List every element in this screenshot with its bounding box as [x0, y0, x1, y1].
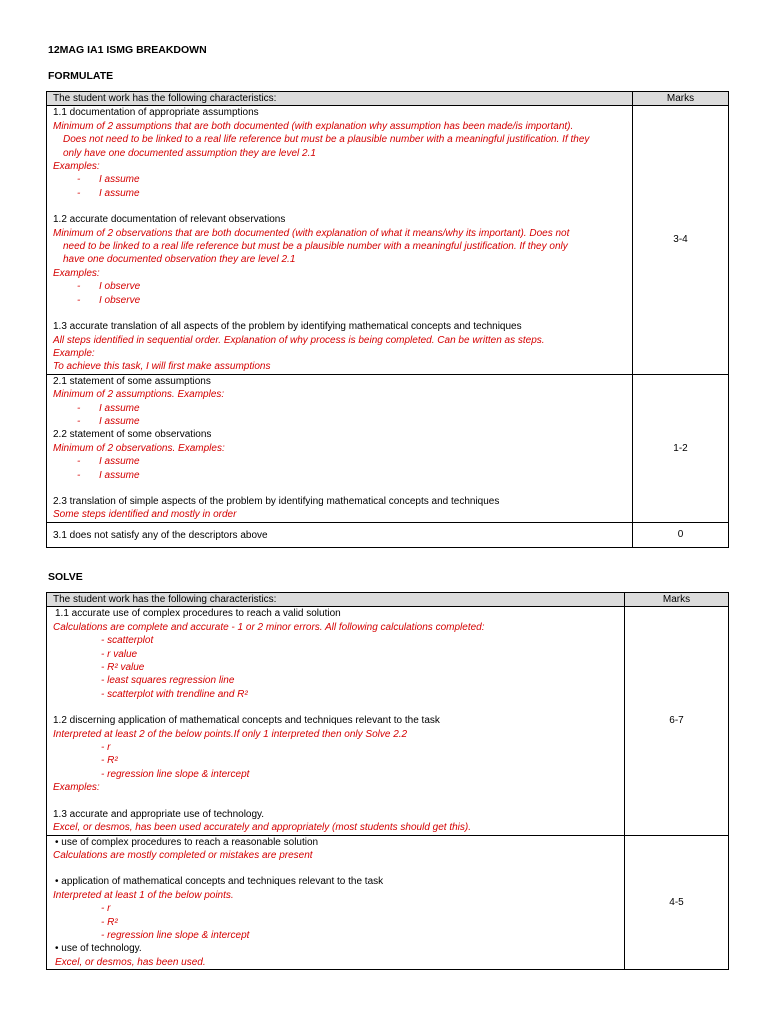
criterion-note: Does not need to be linked to a real life reference but must be a plausible number with a meaningful justification. If they	[63, 134, 590, 146]
calculation-item: - R² value	[101, 662, 145, 674]
examples-label: Examples:	[53, 267, 100, 279]
marks-header: Marks	[633, 92, 729, 106]
criterion-note: Interpreted at least 2 of the below points.If only 1 interpreted then only Solve 2.2	[53, 728, 408, 740]
criterion-2-2: 2.2 statement of some observations	[53, 429, 212, 441]
criterion-1-3: 1.3 accurate translation of all aspects of the problem by identifying mathematical concepts and techniques	[53, 321, 522, 333]
example-item: - I observe	[77, 294, 141, 306]
formulate-level-2-descriptors	[47, 374, 633, 522]
example-item: - I assume	[77, 456, 140, 468]
criterion-note: Excel, or desmos, has been used accurately and appropriately (most students should get this).	[53, 822, 472, 834]
solve-level-1-marks: 6-7	[625, 607, 729, 835]
interpretation-item: - R²	[101, 755, 118, 767]
criterion-note: Some steps identified and mostly in order	[53, 509, 237, 521]
criterion-note: only have one documented assumption they are level 2.1	[63, 147, 316, 159]
solve-heading: SOLVE	[48, 571, 83, 583]
solve-level-2-marks: 4-5	[625, 835, 729, 970]
criterion-note: Interpreted at least 1 of the below points.	[53, 889, 234, 901]
formulate-row-level-3	[47, 522, 729, 547]
example-item: - I assume	[77, 174, 140, 186]
interpretation-item: - r	[101, 903, 111, 915]
example-item: - I observe	[77, 281, 141, 293]
formulate-level-1-marks: 3-4	[633, 106, 729, 374]
calculation-item: - scatterplot	[101, 635, 154, 647]
criterion-note: Minimum of 2 assumptions. Examples:	[53, 389, 225, 401]
example-item: - I assume	[77, 402, 140, 414]
examples-label: Example:	[53, 347, 95, 359]
formulate-level-3-marks: 0	[633, 522, 729, 547]
solve-header-row	[47, 593, 729, 607]
solve-row-level-2	[47, 835, 729, 970]
criterion-note: Excel, or desmos, has been used.	[55, 956, 206, 968]
criterion-note: need to be linked to a real life reference but must be a plausible number with a meaningful justification. If they only	[63, 241, 568, 253]
criterion-1-1: 1.1 documentation of appropriate assumptions	[53, 107, 259, 119]
criterion-2-1: 2.1 statement of some assumptions	[53, 375, 211, 387]
calculation-item: - r value	[101, 648, 138, 660]
criterion-3-1: 3.1 does not satisfy any of the descriptors above	[47, 522, 633, 547]
criterion-note: Calculations are complete and accurate - 1 or 2 minor errors. All following calculations completed:	[53, 621, 485, 633]
criterion-note: To achieve this task, I will first make assumptions	[53, 361, 271, 373]
marks-header: Marks	[625, 593, 729, 607]
examples-label: Examples:	[53, 161, 100, 173]
criterion-1-1: 1.1 accurate use of complex procedures to reach a valid solution	[55, 608, 341, 620]
criterion-2-3: 2.3 translation of simple aspects of the problem by identifying mathematical concepts and techniques	[53, 495, 500, 507]
formulate-level-2-marks: 1-2	[633, 374, 729, 522]
interpretation-item: - regression line slope & intercept	[101, 929, 250, 941]
criterion-note: Minimum of 2 observations. Examples:	[53, 442, 225, 454]
criterion-2-3: • use of technology.	[55, 943, 142, 955]
page-title: 12MAG IA1 ISMG BREAKDOWN	[48, 44, 207, 56]
characteristics-header: The student work has the following characteristics:	[47, 92, 633, 106]
solve-table	[46, 592, 729, 970]
formulate-level-1-descriptors	[47, 106, 633, 374]
criterion-2-2: • application of mathematical concepts and techniques relevant to the task	[55, 876, 384, 888]
formulate-header-row	[47, 92, 729, 106]
solve-row-level-1	[47, 607, 729, 835]
criterion-note: have one documented observation they are level 2.1	[63, 254, 296, 266]
calculation-item: - least squares regression line	[101, 675, 235, 687]
example-item: - I assume	[77, 187, 140, 199]
interpretation-item: - regression line slope & intercept	[101, 768, 250, 780]
criterion-1-3: 1.3 accurate and appropriate use of technology.	[53, 808, 265, 820]
example-item: - I assume	[77, 415, 140, 427]
solve-level-2-descriptors	[47, 835, 625, 970]
formulate-row-level-2	[47, 374, 729, 522]
example-item: - I assume	[77, 469, 140, 481]
interpretation-item: - r	[101, 742, 111, 754]
formulate-heading: FORMULATE	[48, 70, 114, 82]
criterion-2-1: • use of complex procedures to reach a reasonable solution	[55, 836, 319, 848]
criterion-1-2: 1.2 accurate documentation of relevant observations	[53, 214, 286, 226]
formulate-row-level-1	[47, 106, 729, 374]
calculation-item: - scatterplot with trendline and R²	[101, 688, 248, 700]
characteristics-header: The student work has the following characteristics:	[47, 593, 625, 607]
formulate-table	[46, 91, 729, 548]
criterion-note: Minimum of 2 assumptions that are both documented (with explanation why assumption has been made/is important).	[53, 120, 574, 132]
criterion-note: All steps identified in sequential order. Explanation of why process is being completed. Can be written as steps.	[53, 334, 545, 346]
examples-label: Examples:	[53, 782, 100, 794]
criterion-1-2: 1.2 discerning application of mathematical concepts and techniques relevant to the task	[53, 715, 440, 727]
interpretation-item: - R²	[101, 916, 118, 928]
solve-level-1-descriptors	[47, 607, 625, 835]
criterion-note: Calculations are mostly completed or mistakes are present	[53, 849, 313, 861]
criterion-note: Minimum of 2 observations that are both documented (with explanation of what it means/why its important). Does not	[53, 227, 570, 239]
